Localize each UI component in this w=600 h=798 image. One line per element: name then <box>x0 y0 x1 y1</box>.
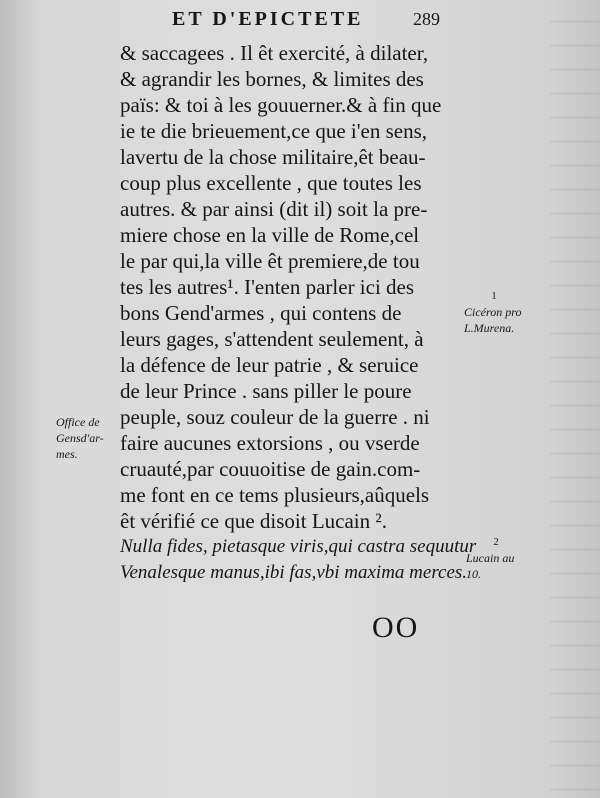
quote-line: Venalesque manus,ibi fas,vbi maxima merces. <box>120 562 468 583</box>
text-line: tes les autres¹. I'enten parler ici des <box>120 275 415 299</box>
text-line: de leur Prince . sans piller le poure <box>120 379 412 403</box>
text-line: me font en ce tems plusieurs,aûquels <box>120 483 430 507</box>
margin-note-line: Cicéron pro <box>464 305 522 319</box>
page-number: 289 <box>413 9 440 29</box>
margin-note-line: Office de <box>56 415 100 429</box>
margin-note-lucain <box>466 534 526 582</box>
text-line: & agrandir les bornes, & limites des <box>120 67 424 91</box>
margin-note-cicero <box>464 288 524 336</box>
text-line: leurs gages, s'attendent seulement, à <box>120 327 424 351</box>
running-head: ET D'EPICTETE <box>172 8 364 30</box>
text-line: peuple, souz couleur de la guerre . ni <box>120 405 430 429</box>
footnote-number: 2 <box>493 536 499 548</box>
text-line: bons Gend'armes , qui contens de <box>120 301 402 325</box>
text-line: la défence de leur patrie , & seruice <box>120 353 419 377</box>
text-line: faire aucunes extorsions , ou vserde <box>120 431 420 455</box>
text-line: & saccagees . Il êt exercité, à dilater, <box>120 41 429 65</box>
page-header <box>0 6 600 34</box>
text-line: autres. & par ainsi (dit il) soit la pre- <box>120 197 428 221</box>
margin-note-line: Gensd'ar- <box>56 431 104 445</box>
margin-note-line: 10. <box>466 567 481 581</box>
margin-note-line: L.Murena. <box>464 321 515 335</box>
text-line: cruauté,par couuoitise de gain.com- <box>120 457 421 481</box>
margin-note-office <box>56 414 104 462</box>
text-line: êt vérifié ce que disoit Lucain ². <box>120 509 387 533</box>
margin-note-line: mes. <box>56 447 78 461</box>
bleed-through-shadow <box>550 0 600 798</box>
footnote-number: 1 <box>491 290 497 302</box>
text-line: ie te die brieuement,ce que i'en sens, <box>120 119 427 143</box>
text-line: coup plus excellente , que toutes les <box>120 171 422 195</box>
ornament: OO <box>372 611 420 644</box>
quote-line: Nulla fides, pietasque viris,qui castra sequutur <box>120 536 477 557</box>
text-line: le par qui,la ville êt premiere,de tou <box>120 249 420 273</box>
margin-note-line: Lucain au <box>466 551 515 565</box>
text-line: miere chose en la ville de Rome,cel <box>120 223 420 247</box>
text-line: lavertu de la chose militaire,êt beau- <box>120 145 426 169</box>
text-line: païs: & toi à les gouuerner.& à fin que <box>120 93 442 117</box>
